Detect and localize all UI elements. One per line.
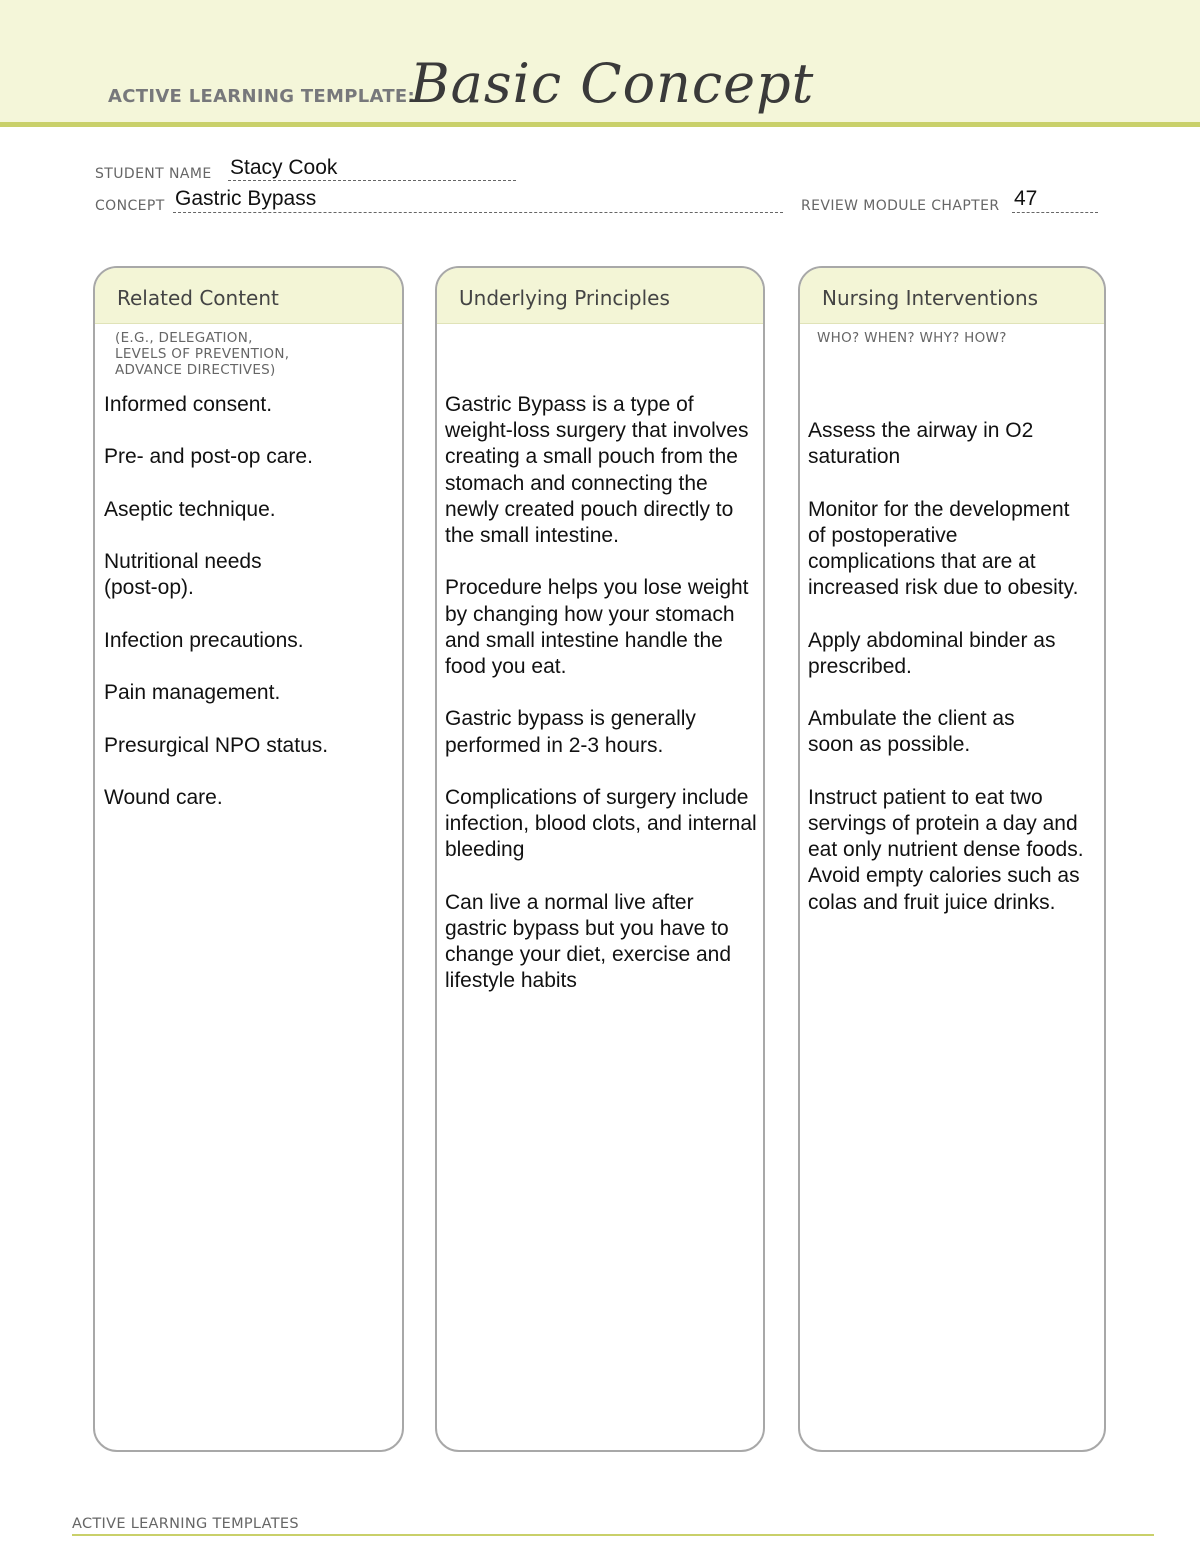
nursing-interventions-body[interactable] xyxy=(808,418,1098,942)
list-item: Infection precautions. xyxy=(104,628,304,652)
list-item: Pain management. xyxy=(104,681,281,705)
nursing-interventions-title: Nursing Interventions xyxy=(800,268,1104,324)
list-item: Pre- and post-op care. xyxy=(104,445,313,469)
footer-label: ACTIVE LEARNING TEMPLATES xyxy=(72,1516,299,1532)
list-item: Can live a normal live after gastric bypass but you have to change your diet, exercise and lifestyle habits xyxy=(445,890,732,993)
subtitle-line: (E.G., DELEGATION, xyxy=(115,330,253,346)
concept-line xyxy=(173,212,783,213)
underlying-principles-title: Underlying Principles xyxy=(437,268,763,324)
list-item: Gastric bypass is generally performed in 2-3 hours. xyxy=(445,707,696,757)
nursing-interventions-subtitle: WHO? WHEN? WHY? HOW? xyxy=(817,330,1007,346)
review-module-label: REVIEW MODULE CHAPTER xyxy=(801,198,1000,214)
subtitle-line: ADVANCE DIRECTIVES) xyxy=(115,362,276,378)
student-name-line xyxy=(228,180,516,181)
related-content-subtitle xyxy=(115,330,289,378)
related-content-body[interactable] xyxy=(104,392,384,837)
review-module-line xyxy=(1012,212,1098,213)
concept-field[interactable]: Gastric Bypass xyxy=(175,187,317,210)
footer-rule xyxy=(72,1534,1154,1536)
list-item: Gastric Bypass is a type of weight-loss surgery that involves creating a small pouch from the stomach and connecting the newly created pouch directly to the small intestine. xyxy=(445,393,749,548)
subtitle-line: LEVELS OF PREVENTION, xyxy=(115,346,290,362)
related-content-panel xyxy=(93,266,404,1452)
list-item: Procedure helps you lose weight by changing how your stomach and small intestine handle the food you eat. xyxy=(445,576,749,679)
list-item: Apply abdominal binder as prescribed. xyxy=(808,628,1056,678)
template-label: ACTIVE LEARNING TEMPLATE: xyxy=(108,86,415,107)
list-item: Assess the airway in O2 saturation xyxy=(808,419,1034,469)
student-name-label: STUDENT NAME xyxy=(95,166,212,182)
list-item: Informed consent. xyxy=(104,393,273,416)
list-item: Nutritional needs (post-op). xyxy=(104,550,262,600)
list-item: Wound care. xyxy=(104,785,223,809)
list-item: Complications of surgery include infection, blood clots, and internal bleeding xyxy=(445,786,757,862)
list-item: Instruct patient to eat two servings of protein a day and eat only nutrient dense foods. Avoid empty calories such as colas and fruit juice drinks. xyxy=(808,785,1084,914)
template-title: Basic Concept xyxy=(410,52,815,115)
student-name-field[interactable]: Stacy Cook xyxy=(230,156,338,179)
underlying-principles-panel xyxy=(435,266,765,1452)
list-item: Presurgical NPO status. xyxy=(104,733,329,757)
nursing-interventions-panel xyxy=(798,266,1106,1452)
concept-label: CONCEPT xyxy=(95,198,165,214)
related-content-title: Related Content xyxy=(95,268,402,324)
list-item: Monitor for the development of postoperative complications that are at increased risk due to obesity. xyxy=(808,497,1079,600)
underlying-principles-body[interactable] xyxy=(445,392,757,1021)
list-item: Aseptic technique. xyxy=(104,497,276,521)
list-item: Ambulate the client as soon as possible. xyxy=(808,707,1015,757)
review-module-field[interactable]: 47 xyxy=(1014,187,1038,210)
header-rule xyxy=(0,122,1200,127)
